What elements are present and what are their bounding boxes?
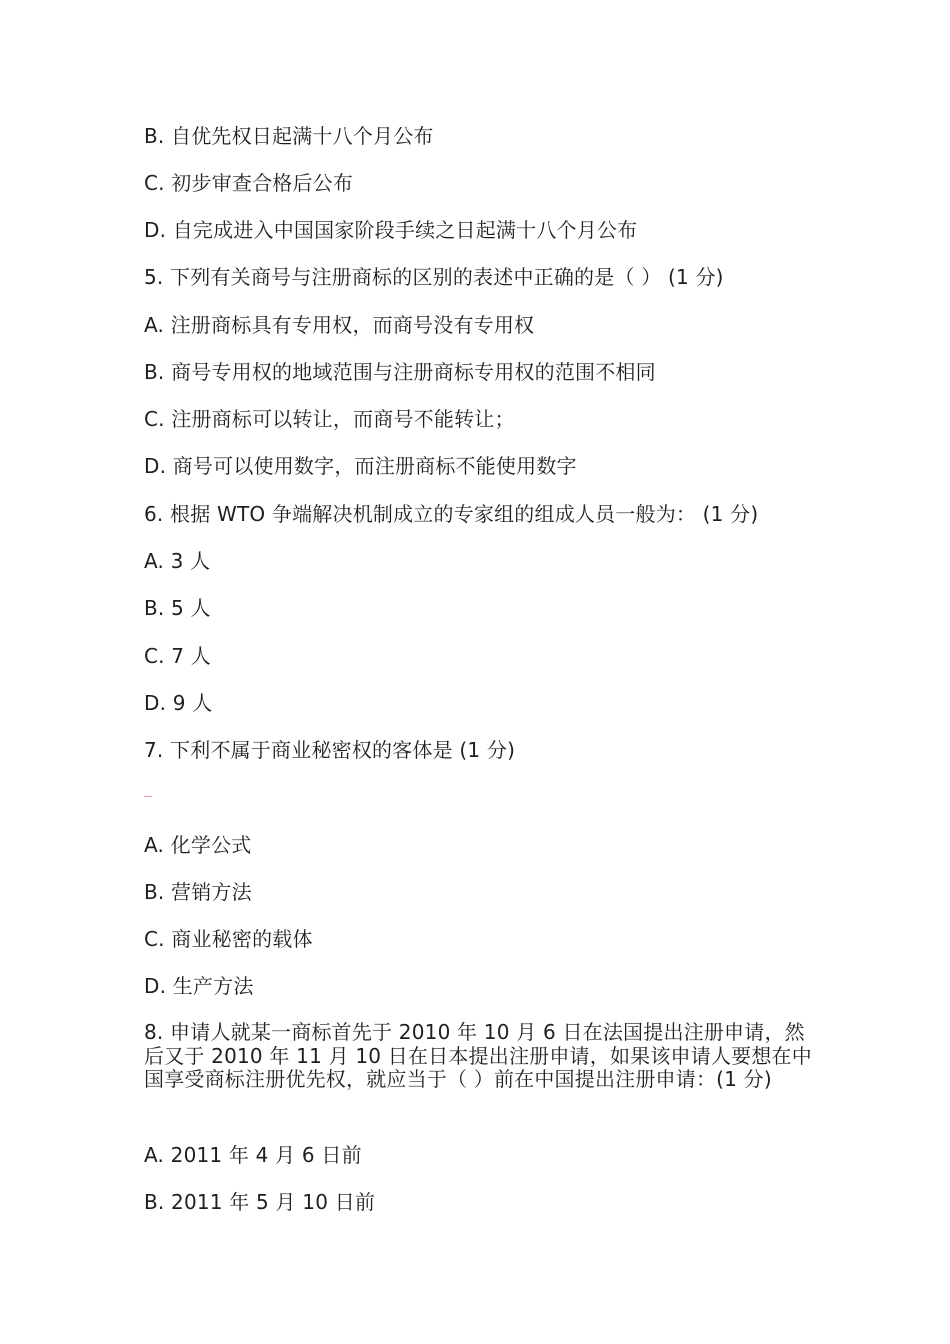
red-mark: [144, 796, 152, 797]
option-b-q5: B. 商号专用权的地域范围与注册商标专用权的范围不相同: [144, 360, 656, 384]
option-b-q7: B. 营销方法: [144, 880, 252, 904]
option-a-q5: A. 注册商标具有专用权，而商号没有专用权: [144, 313, 535, 337]
option-d-q6: D. 9 人: [144, 691, 213, 715]
question-5: 5. 下列有关商号与注册商标的区别的表述中正确的是（ ） (1 分): [144, 265, 724, 289]
option-a-q8: A. 2011 年 4 月 6 日前: [144, 1143, 362, 1167]
option-d-q4: D. 自完成进入中国国家阶段手续之日起满十八个月公布: [144, 218, 638, 242]
option-d-q7: D. 生产方法: [144, 974, 254, 998]
option-b-q8: B. 2011 年 5 月 10 日前: [144, 1190, 376, 1214]
question-8: 8. 申请人就某一商标首先于 2010 年 10 月 6 日在法国提出注册申请，然后又于 2010 年 11 月 10 日在日本提出注册申请，如果该申请人要想在中国享受商标注册优先权，就应当于（ ）前在中国提出注册申请：(1 分): [144, 1020, 812, 1091]
option-c-q6: C. 7 人: [144, 644, 211, 668]
option-d-q5: D. 商号可以使用数字，而注册商标不能使用数字: [144, 454, 577, 478]
option-c-q7: C. 商业秘密的载体: [144, 927, 313, 951]
question-6: 6. 根据 WTO 争端解决机制成立的专家组的组成人员一般为： (1 分): [144, 502, 759, 526]
option-a-q7: A. 化学公式: [144, 833, 252, 857]
option-c-q4: C. 初步审查合格后公布: [144, 171, 354, 195]
question-7: 7. 下利不属于商业秘密权的客体是 (1 分): [144, 738, 516, 762]
option-c-q5: C. 注册商标可以转让，而商号不能转让；: [144, 407, 515, 431]
option-b-q4: B. 自优先权日起满十八个月公布: [144, 124, 434, 148]
option-b-q6: B. 5 人: [144, 596, 211, 620]
option-a-q6: A. 3 人: [144, 549, 211, 573]
